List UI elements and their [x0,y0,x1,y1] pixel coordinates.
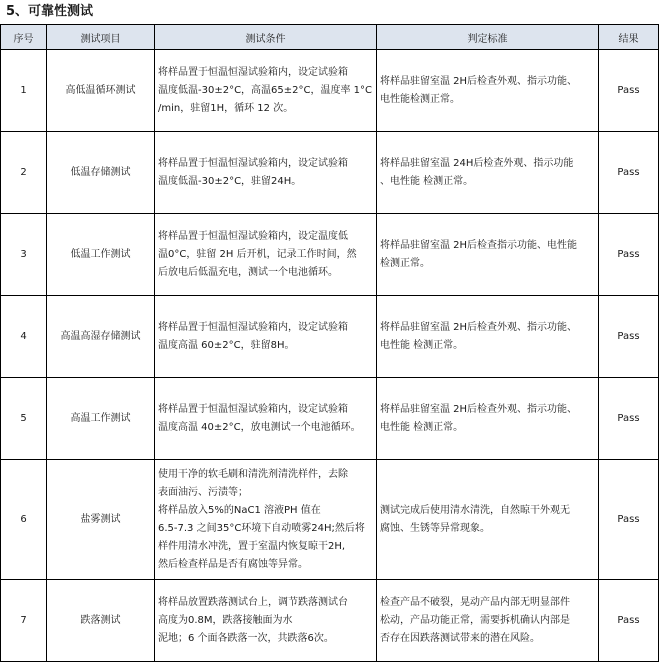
table-row [1,580,659,662]
reliability-test-table [0,24,659,662]
header-criteria: 判定标准 [377,25,599,50]
row-no: 1 [1,50,47,132]
table-row [1,50,659,132]
row-result: Pass [599,50,659,132]
row-result: Pass [599,214,659,296]
header-item: 测试项目 [47,25,155,50]
header-condition: 测试条件 [155,25,377,50]
section-title: 5、可靠性测试 [6,4,94,19]
row-result: Pass [599,460,659,580]
row-condition: 将样品置于恒温恒湿试验箱内，设定试验箱 温度低温-30±2°C，高温65±2°C，温度率 1°C /min，驻留1H，循环 12 次。 [155,50,377,132]
row-criteria: 测试完成后使用清水清洗，自然晾干外观无 腐蚀、生锈等异常现象。 [377,460,599,580]
row-condition: 将样品置于恒温恒湿试验箱内，设定温度低 温0°C，驻留 2H 后开机，记录工作时间，然 后放电后低温充电，测试一个电池循环。 [155,214,377,296]
row-criteria: 将样品驻留室温 2H后检查外观、指示功能、 电性能检测正常。 [377,50,599,132]
row-item: 低温工作测试 [47,214,155,296]
row-result: Pass [599,132,659,214]
row-no: 6 [1,460,47,580]
row-no: 5 [1,378,47,460]
header-result: 结果 [599,25,659,50]
row-result: Pass [599,580,659,662]
row-result: Pass [599,378,659,460]
header-no: 序号 [1,25,47,50]
table-row [1,378,659,460]
row-criteria: 将样品驻留室温 2H后检查外观、指示功能、 电性能 检测正常。 [377,378,599,460]
table-row [1,132,659,214]
row-no: 3 [1,214,47,296]
row-condition: 使用干净的软毛刷和清洗剂清洗样件，去除 表面油污、污渍等； 将样品放入5%的NaC1 溶液PH 值在 6.5-7.3 之间35°C环境下自动喷雾24H;然后将 样件用清水冲洗，置于室温内恢复晾干2H, 然后检查样品是否有腐蚀等异常。 [155,460,377,580]
row-condition: 将样品置于恒温恒湿试验箱内，设定试验箱 温度高温 60±2°C，驻留8H。 [155,296,377,378]
row-condition: 将样品置于恒温恒湿试验箱内，设定试验箱 温度低温-30±2°C，驻留24H。 [155,132,377,214]
row-no: 7 [1,580,47,662]
table-row [1,214,659,296]
table-row [1,296,659,378]
row-criteria: 将样品驻留室温 24H后检查外观、指示功能 、电性能 检测正常。 [377,132,599,214]
row-criteria: 将样品驻留室温 2H后检查外观、指示功能、 电性能 检测正常。 [377,296,599,378]
row-item: 高低温循环测试 [47,50,155,132]
row-item: 跌落测试 [47,580,155,662]
row-criteria: 检查产品不破裂，晃动产品内部无明显部件 松动，产品功能正常，需要拆机确认内部是 否存在因跌落测试带来的潜在风险。 [377,580,599,662]
row-condition: 将样品置于恒温恒湿试验箱内，设定试验箱 温度高温 40±2°C，放电测试一个电池循环。 [155,378,377,460]
row-item: 低温存储测试 [47,132,155,214]
row-result: Pass [599,296,659,378]
table-row [1,460,659,580]
table-header-row [1,25,659,50]
row-item: 高温工作测试 [47,378,155,460]
row-item: 盐雾测试 [47,460,155,580]
row-no: 4 [1,296,47,378]
row-item: 高温高湿存储测试 [47,296,155,378]
row-criteria: 将样品驻留室温 2H后检查指示功能、电性能 检测正常。 [377,214,599,296]
row-condition: 将样品放置跌落测试台上，调节跌落测试台 高度为0.8M，跌落接触面为水 泥地；6 个面各跌落一次，共跌落6次。 [155,580,377,662]
row-no: 2 [1,132,47,214]
